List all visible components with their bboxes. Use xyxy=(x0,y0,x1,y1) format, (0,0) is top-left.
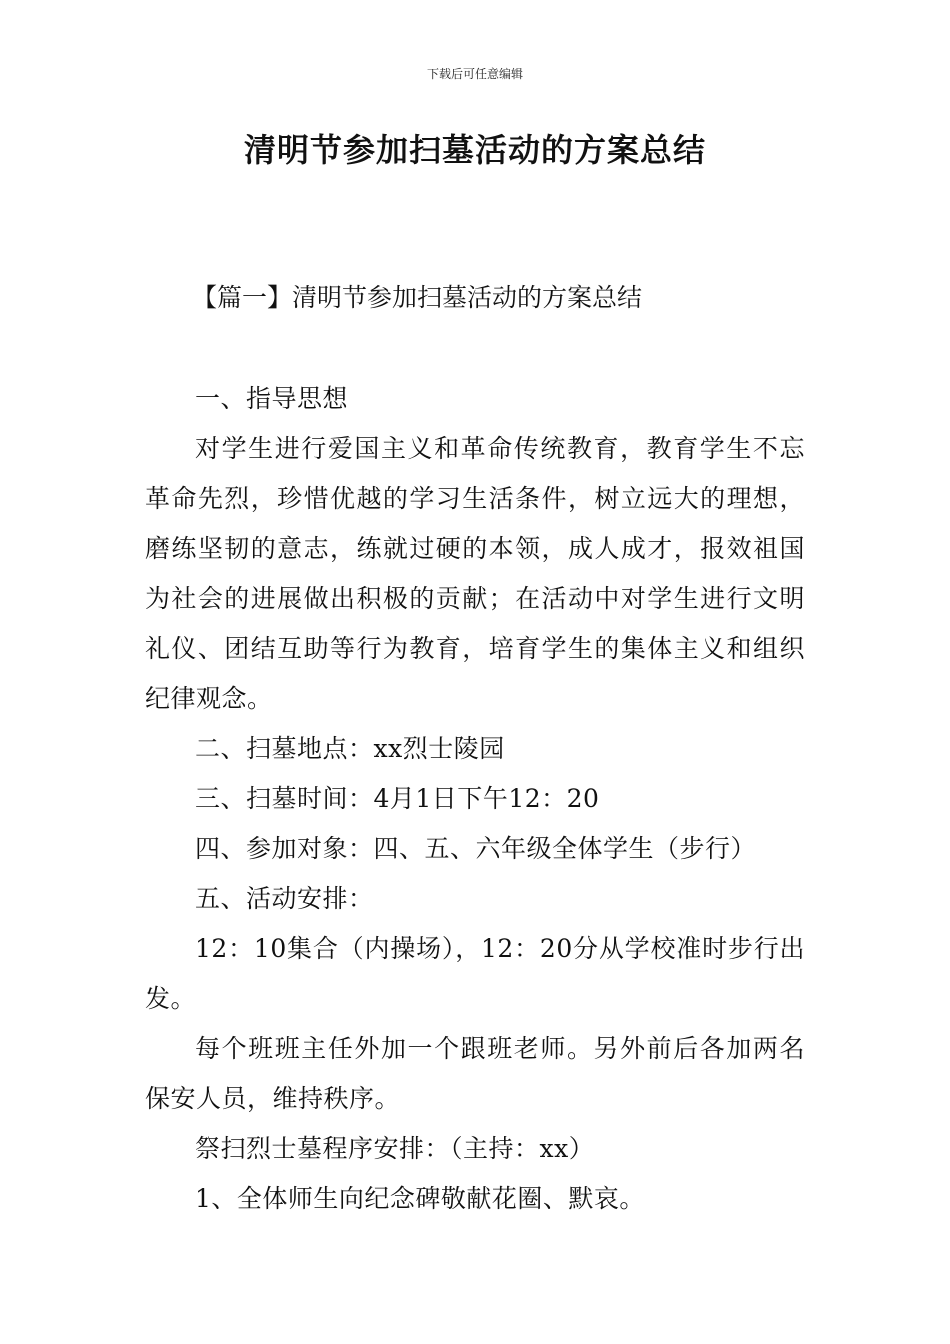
document-title: 清明节参加扫墓活动的方案总结 xyxy=(243,131,706,169)
paragraph-step-1: 1、全体师生向纪念碑敬献花圈、默哀。 xyxy=(195,1184,645,1213)
paragraph-assembly: 12：10集合（内操场），12：20分从学校准时步行出发。 xyxy=(145,934,805,1013)
paragraph-arrangement-heading: 五、活动安排： xyxy=(195,884,374,913)
paragraph-time: 三、扫墓时间：4月1日下午12：20 xyxy=(195,784,600,813)
document-body xyxy=(145,374,805,1224)
paragraph-staffing: 每个班班主任外加一个跟班老师。另外前后各加两名保安人员，维持秩序。 xyxy=(145,1034,805,1113)
section-heading: 【篇一】清明节参加扫墓活动的方案总结 xyxy=(192,283,643,312)
header-note: 下载后可任意编辑 xyxy=(426,67,523,81)
paragraph-program: 祭扫烈士墓程序安排：（主持：xx） xyxy=(195,1134,595,1163)
paragraph-guiding-heading: 一、指导思想 xyxy=(195,384,349,413)
paragraph-guiding-text: 对学生进行爱国主义和革命传统教育，教育学生不忘革命先烈，珍惜优越的学习生活条件，树立远大的理想，磨练坚韧的意志，练就过硬的本领，成人成才，报效祖国为社会的进展做出积极的贡献；在活动中对学生进行文明礼仪、团结互助等行为教育，培育学生的集体主义和组织纪律观念。 xyxy=(145,434,805,713)
paragraph-participants: 四、参加对象：四、五、六年级全体学生（步行） xyxy=(195,834,757,863)
paragraph-location: 二、扫墓地点：xx烈士陵园 xyxy=(195,734,505,763)
